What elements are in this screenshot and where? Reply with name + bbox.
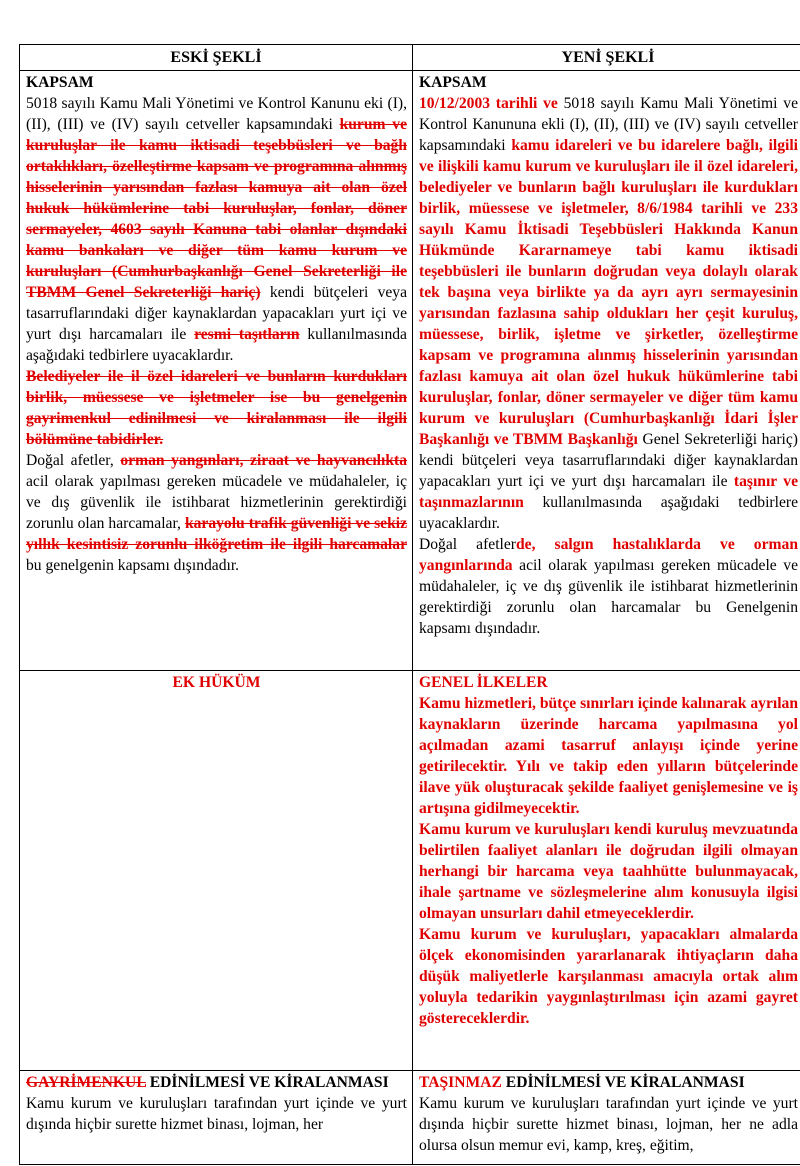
added-text: 10/12/2003 tarihli ve — [419, 95, 558, 112]
added-text: kamu idareleri ve bu idarelere bağlı, ilgili ve ilişkili kamu kurum ve kuruluşları ile il özel idareleri, belediyeler ve bunların bağlı kuruluşları ile kurdukları birlik, müessese ve işletmeler, 8/6/1984 tarihli ve 233 sayılı Kamu İktisadi Teşebbüsleri Hakkında Kanun Hükmünde Kararnameye tabi kamu iktisadi teşebbüsleri ile bunların doğrudan veya dolaylı olarak tek başına veya birlikte ya da ayrı ayrı sermayesinin yarısından fazlasına sahip oldukları her çeşit kuruluş, müessese, birlik, işletme ve şirketler, özelleştirme kapsam ve programına alınmış hisselerinin yarısından fazlası kamuya ait olan özel hukuk hükümlerine tabi kuruluşlar, fonlar, döner sermayeler ve diğer tüm kamu kurum ve kuruluşları (Cumhurbaşkanlığı İdari İşler Başkanlığı ve TBMM Başkanlığı — [419, 137, 799, 448]
text-span: kendi bütçeleri veya tasarruflarındaki diğer kaynaklardan yapacakları yurt içi ve yurt dışı harcamaları ile — [26, 284, 408, 343]
header-row — [20, 45, 800, 71]
text-span: bu genelgenin kapsamı dışındadır. — [26, 557, 240, 574]
deleted-text: orman yangınları, ziraat ve hayvancılıkta — [120, 452, 407, 469]
text-span: 5018 sayılı Kamu Mali Yönetimi ve Kontrol Kanunu eki (I), (II), (III) ve (IV) sayılı cetveller kapsamındaki — [26, 95, 407, 133]
table-row — [20, 1071, 800, 1165]
deleted-text: kurum ve kuruluşlar ile kamu iktisadi teşebbüsleri ve bağlı ortaklıkları, özelleştirme kapsam ve programına alınmış hisselerinin yarısından fazlası kamuya ait olan özel hukuk hükümlerine tabi kuruluşlar, fonlar, döner sermayeler, 4603 sayılı Kanuna tabi olanlar dışındaki kamu bankaları ve diğer tüm kamu kurum ve kuruluşları (Cumhurbaşkanlığı Genel Sekreterliği ile TBMM Genel Sekreterliği hariç) — [26, 116, 407, 301]
deleted-text: GAYRİMENKUL — [26, 1074, 146, 1091]
text-span: acil olarak yapılması gereken mücadele ve müdahaleler, iç ve dış güvenlik ile istihbarat hizmetlerinin gerektirdiği zorunlu olan harcamalar, — [26, 473, 407, 532]
section-title — [26, 1072, 407, 1093]
section-title: KAPSAM — [419, 74, 487, 91]
old-ek-hukum-cell — [20, 671, 413, 1071]
old-gayrimenkul-cell — [20, 1071, 413, 1165]
text-span: acil olarak yapılması gereken mücadele ve müdahaleler, iç ve dış güvenlik ile istihbarat hizmetlerinin gerektirdiği zorunlu olan harcamalar bu Genelgenin kapsamı dışındadır. — [419, 557, 798, 637]
paragraph: Kamu kurum ve kuruluşları, yapacakları almalarda ölçek ekonomisinden yararlanarak ihtiyaçların daha düşük maliyetlerle karşılanması amacıyla ortak alım yoluyla tedarikin yaygınlaştırılması için azami gayret göstereceklerdir. — [419, 926, 798, 1027]
paragraph — [26, 93, 407, 366]
new-column-header: YENİ ŞEKLİ — [413, 45, 800, 71]
deleted-text: resmi taşıtların — [194, 326, 300, 343]
added-text: TAŞINMAZ — [419, 1074, 502, 1091]
text-span: kullanılmasında aşağıdaki tedbirlere uyacaklardır. — [26, 326, 407, 364]
text-span: EDİNİLMESİ VE KİRALANMASI — [501, 1074, 745, 1091]
added-text: de, salgın hastalıklarda ve orman yangınlarında — [419, 536, 798, 574]
paragraph: Kamu kurum ve kuruluşları kendi kuruluş mevzuatında belirtilen faaliyet alanları ile doğrudan ilgili olmayan herhangi bir harcama veya taahhütte bulunmayacak, ihale şartname ve sözleşmelerine alım konusuyla ilgisi olmayan unsurları dahil etmeyeceklerdir. — [419, 821, 798, 922]
paragraph: Kamu kurum ve kuruluşları tarafından yurt içinde ve yurt dışında hiçbir surette hizmet binası, lojman, her — [26, 1095, 407, 1133]
section-title — [419, 1072, 798, 1093]
new-genel-ilkeler-cell — [413, 671, 800, 1071]
text-span: Genel Sekreterliği hariç) kendi bütçeleri veya tasarruflarındaki diğer kaynaklardan yapacakları yurt içi ve yurt dışı harcamaları ile — [419, 431, 798, 490]
new-tasinmaz-cell — [413, 1071, 800, 1165]
paragraph: Kamu hizmetleri, bütçe sınırları içinde kalınarak ayrılan kaynakların üzerinde harcama yapılmasına yol açılmadan azami tasarruf anlayışı içinde yerine getirilecektir. Yılı ve takip eden yılların bütçelerinde ilave yük oluşturacak şekilde faaliyet genişlemesine ve iş artışına gidilmeyecektir. — [419, 695, 799, 817]
section-title: EK HÜKÜM — [172, 674, 261, 691]
section-title: GENEL İLKELER — [419, 674, 548, 691]
text-span: 5018 sayılı Kamu Mali Yönetimi ve Kontrol Kanununa ekli (I), (II), (III) ve (IV) sayılı cetveller kapsamındaki — [419, 95, 798, 154]
old-kapsam-cell — [20, 71, 413, 671]
text-span: EDİNİLMESİ VE KİRALANMASI — [145, 1074, 389, 1091]
deleted-paragraph: Belediyeler ile il özel idareleri ve bunların kurdukları birlik, müessese ve işletmeler ise bu genelgenin gayrimenkul edinilmesi ve kiralanması ile ilgili bölümüne tabidirler. — [26, 368, 407, 448]
text-span: Doğal afetler, — [26, 452, 121, 469]
paragraph — [26, 450, 407, 576]
table-row — [20, 671, 800, 1071]
table-row — [20, 71, 800, 671]
paragraph: Kamu kurum ve kuruluşları tarafından yurt içinde ve yurt dışında hiçbir surette hizmet binası, lojman, her ne adla olursa olsun memur evi, kamp, kreş, eğitim, — [419, 1095, 798, 1154]
paragraph — [419, 534, 798, 639]
deleted-text: karayolu trafik güvenliği ve sekiz yıllık kesintisiz zorunlu ilköğretim ile ilgili harcamalar — [26, 515, 408, 553]
old-column-header: ESKİ ŞEKLİ — [20, 45, 413, 71]
text-span: kullanılmasında aşağıdaki tedbirlere uyacaklardır. — [419, 494, 798, 532]
new-kapsam-cell — [413, 71, 800, 671]
paragraph — [419, 93, 798, 534]
comparison-table — [19, 44, 800, 1165]
added-text: taşınır ve taşınmazlarının — [419, 473, 798, 511]
section-title: KAPSAM — [26, 74, 94, 91]
text-span: Doğal afetler — [419, 536, 516, 553]
